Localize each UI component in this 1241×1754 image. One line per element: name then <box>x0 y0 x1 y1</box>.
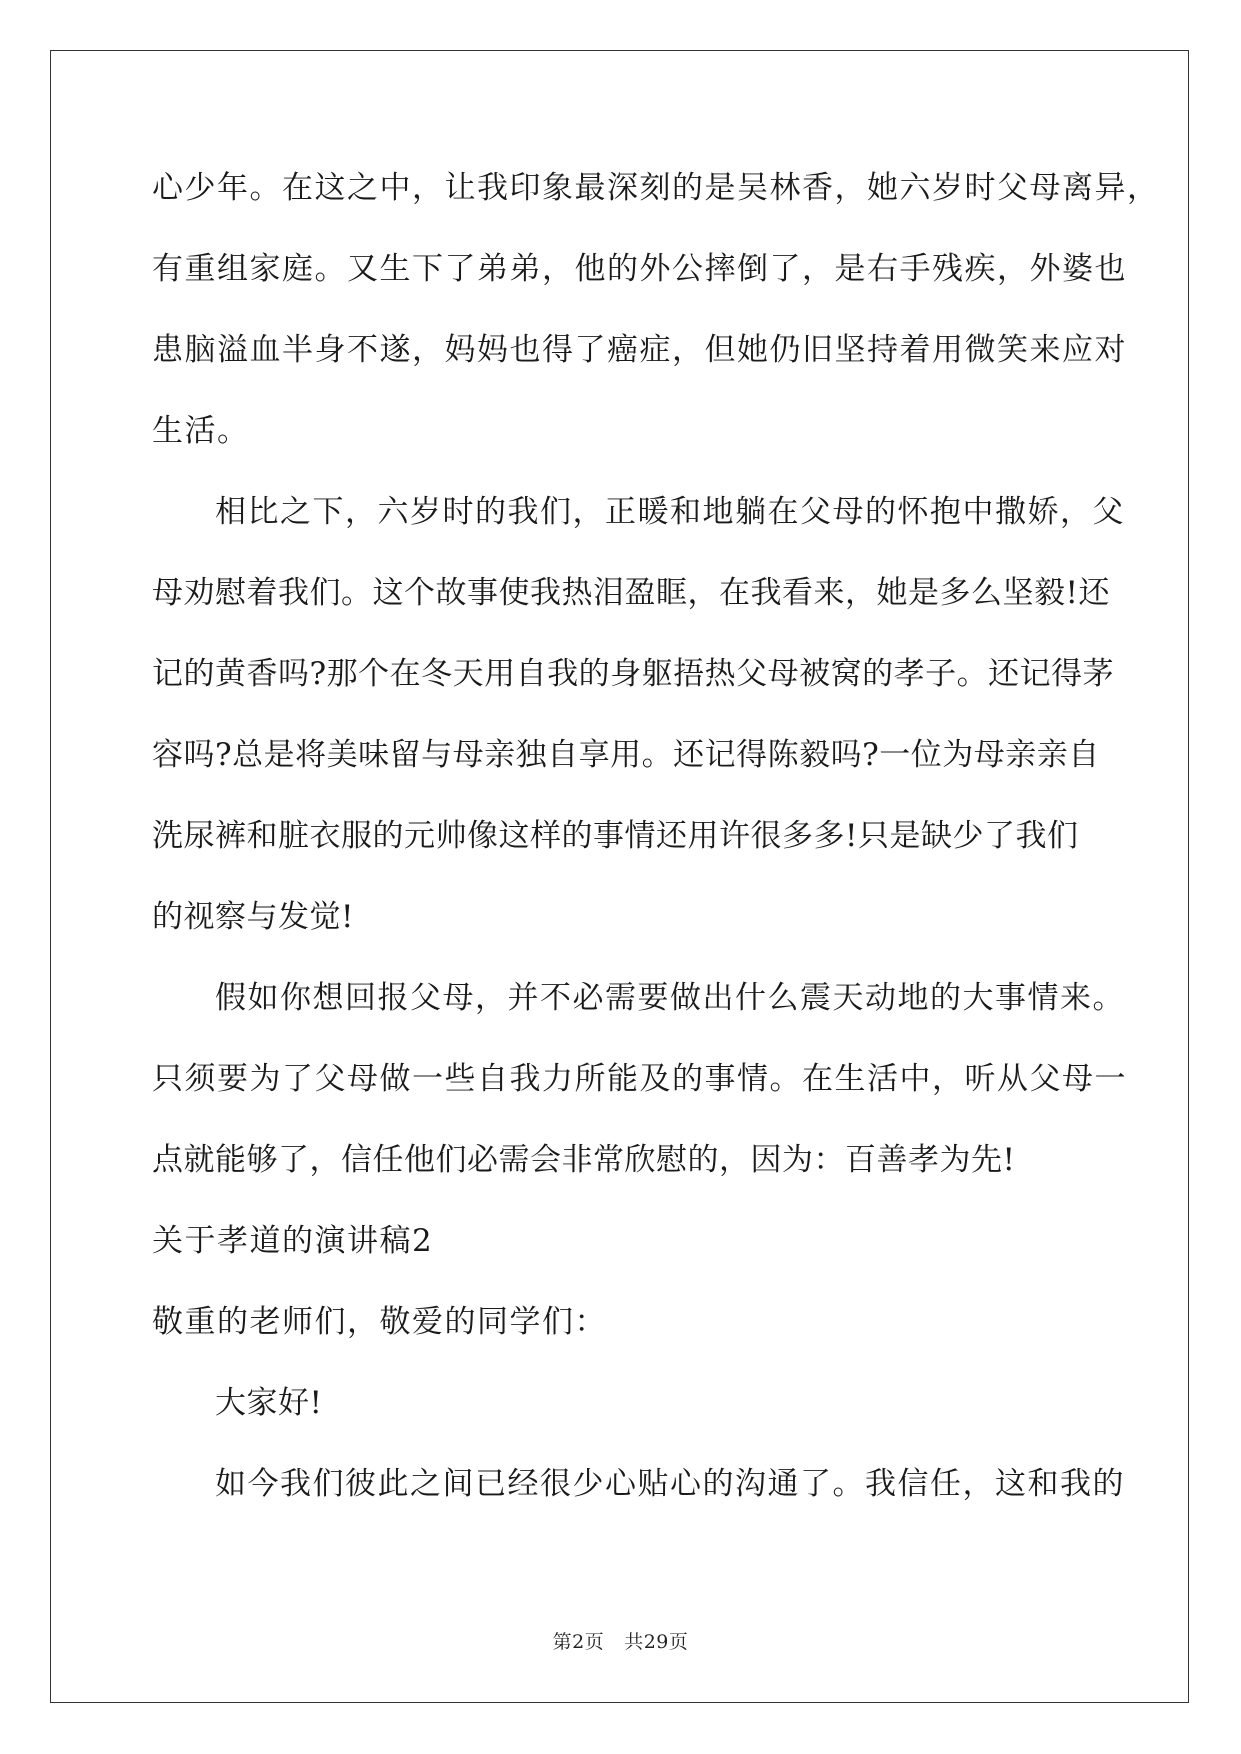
text-line: 的视察与发觉! <box>152 899 354 935</box>
page-footer <box>0 1627 1241 1654</box>
text-line: 有重组家庭。又生下了弟弟，他的外公摔倒了，是右手残疾，外婆也 <box>152 251 1127 287</box>
text-line: 如今我们彼此之间已经很少心贴心的沟通了。我信任，这和我的 <box>215 1466 1125 1502</box>
page-total: 共29页 <box>624 1631 689 1653</box>
text-line: 只须要为了父母做一些自我力所能及的事情。在生活中，听从父母一 <box>152 1061 1127 1097</box>
text-line: 假如你想回报父母，并不必需要做出什么震天动地的大事情来。 <box>215 980 1125 1016</box>
text-line: 容吗?总是将美味留与母亲独自享用。还记得陈毅吗?一位为母亲亲自 <box>152 737 1100 773</box>
text-line: 点就能够了，信任他们必需会非常欣慰的，因为：百善孝为先! <box>152 1142 1016 1178</box>
text-line: 大家好! <box>215 1385 323 1421</box>
text-line: 敬重的老师们，敬爱的同学们： <box>152 1304 607 1340</box>
text-line: 心少年。在这之中，让我印象最深刻的是吴林香，她六岁时父母离异， <box>152 170 1160 206</box>
text-line: 患脑溢血半身不遂，妈妈也得了癌症，但她仍旧坚持着用微笑来应对 <box>152 332 1127 368</box>
text-line: 生活。 <box>152 413 250 449</box>
document-body <box>152 158 1160 1535</box>
text-line: 记的黄香吗?那个在冬天用自我的身躯捂热父母被窝的孝子。还记得茅 <box>152 656 1115 692</box>
text-line: 关于孝道的演讲稿2 <box>152 1223 434 1259</box>
page-number: 第2页 <box>552 1631 605 1653</box>
text-line: 母劝慰着我们。这个故事使我热泪盈眶，在我看来，她是多么坚毅!还 <box>152 575 1110 611</box>
text-line: 洗尿裤和脏衣服的元帅像这样的事情还用许很多多!只是缺少了我们 <box>152 818 1079 854</box>
text-line: 相比之下，六岁时的我们，正暖和地躺在父母的怀抱中撒娇，父 <box>215 494 1125 530</box>
